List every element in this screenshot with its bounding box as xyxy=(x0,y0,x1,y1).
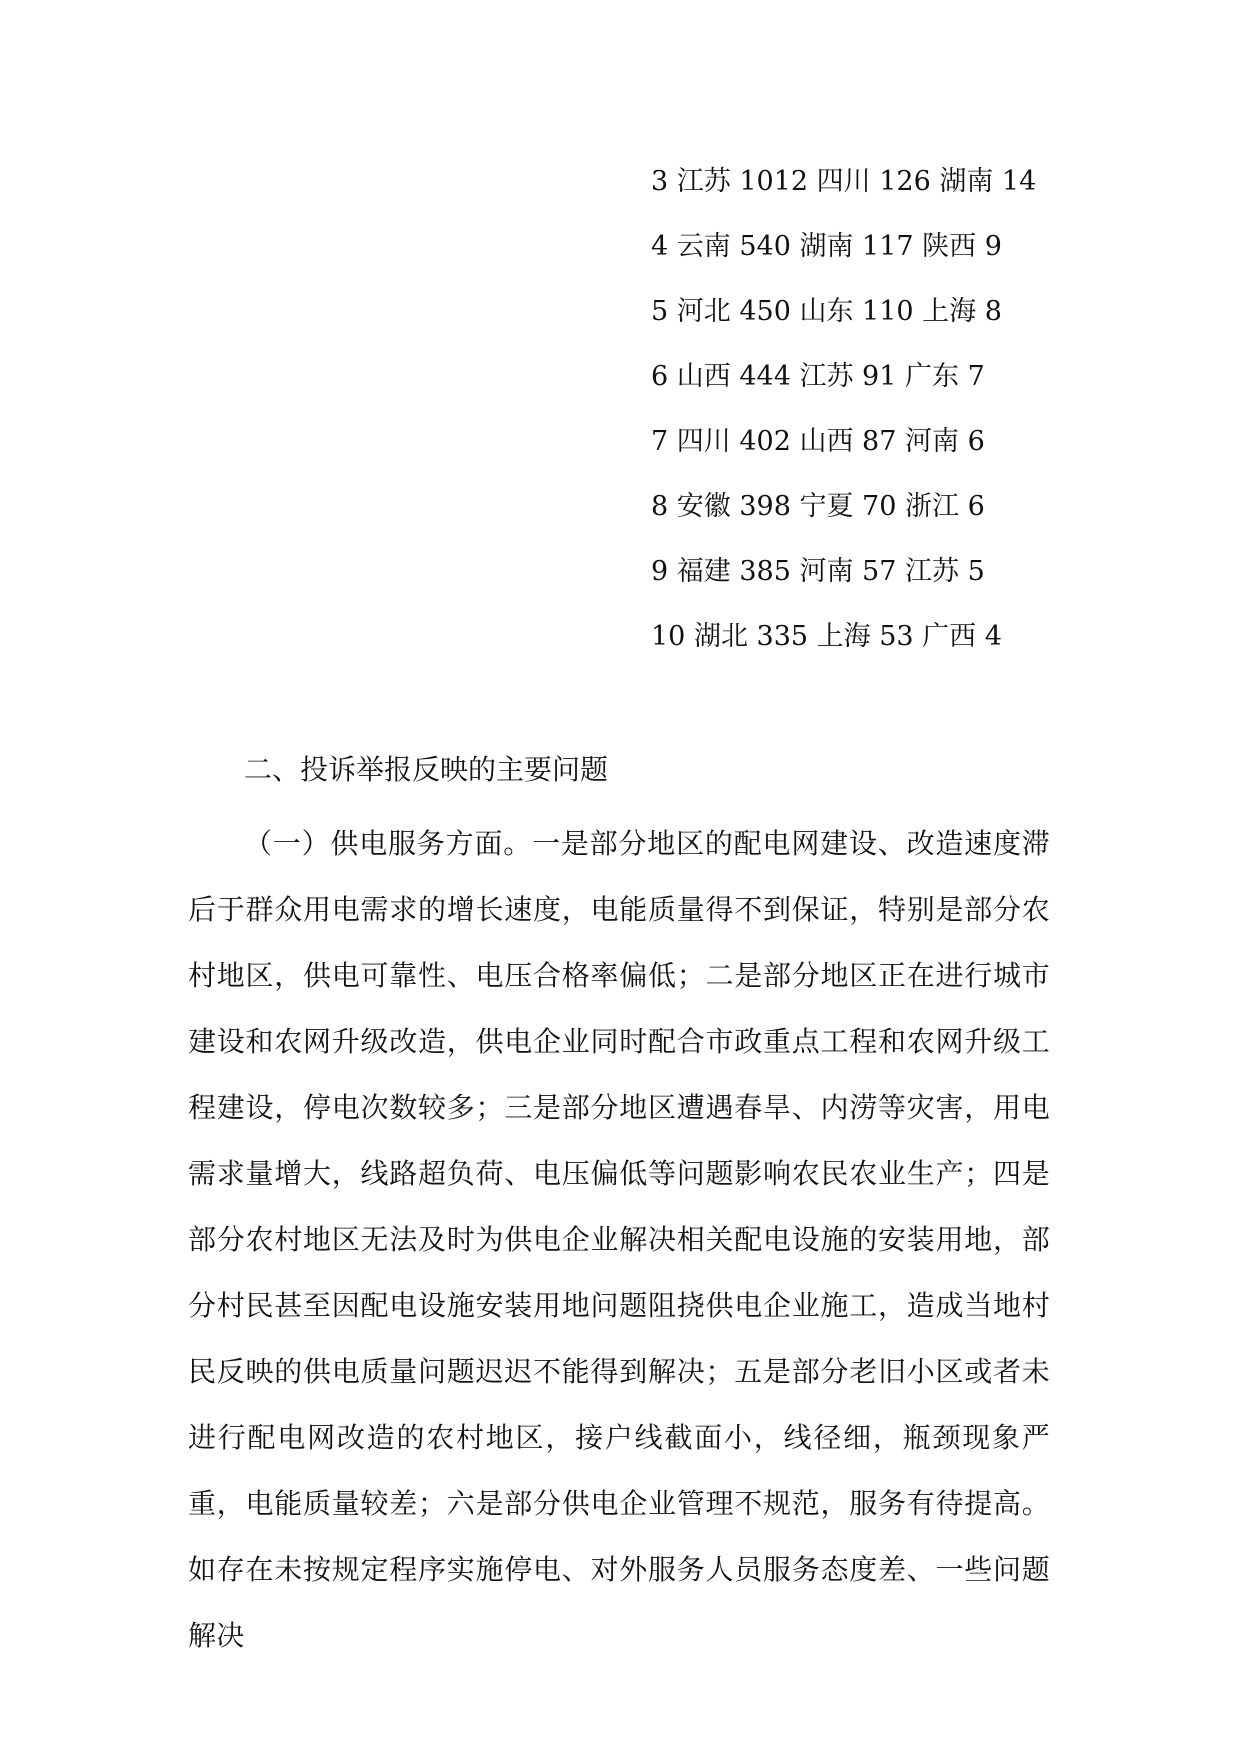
ranking-row: 7 四川 402 山西 87 河南 6 xyxy=(651,426,985,457)
ranking-row: 4 云南 540 湖南 117 陕西 9 xyxy=(651,231,1002,262)
section-body xyxy=(188,748,1050,1669)
ranking-row: 3 江苏 1012 四川 126 湖南 14 xyxy=(651,166,1037,197)
section-paragraph: （一）供电服务方面。一是部分地区的配电网建设、改造速度滞后于群众用电需求的增长速度，电能质量得不到保证，特别是部分农村地区，供电可靠性、电压合格率偏低；二是部分地区正在进行城市建设和农网升级改造，供电企业同时配合市政重点工程和农网升级工程建设，停电次数较多；三是部分地区遭遇春旱、内涝等灾害，用电需求量增大，线路超负荷、电压偏低等问题影响农民农业生产；四是部分农村地区无法及时为供电企业解决相关配电设施的安装用地，部分村民甚至因配电设施安装用地问题阻挠供电企业施工，造成当地村民反映的供电质量问题迟迟不能得到解决；五是部分老旧小区或者未进行配电网改造的农村地区，接户线截面小，线径细，瓶颈现象严重，电能质量较差；六是部分供电企业管理不规范，服务有待提高。如存在未按规定程序实施停电、对外服务人员服务态度差、一些问题解决 xyxy=(188,827,1050,1652)
ranking-row: 5 河北 450 山东 110 上海 8 xyxy=(651,296,1002,327)
ranking-row: 9 福建 385 河南 57 江苏 5 xyxy=(651,556,985,587)
ranking-list xyxy=(651,160,1036,680)
section-heading: 二、投诉举报反映的主要问题 xyxy=(244,753,609,786)
ranking-row: 6 山西 444 江苏 91 广东 7 xyxy=(651,361,985,392)
ranking-row: 8 安徽 398 宁夏 70 浙江 6 xyxy=(651,491,985,522)
ranking-row: 10 湖北 335 上海 53 广西 4 xyxy=(651,621,1002,652)
